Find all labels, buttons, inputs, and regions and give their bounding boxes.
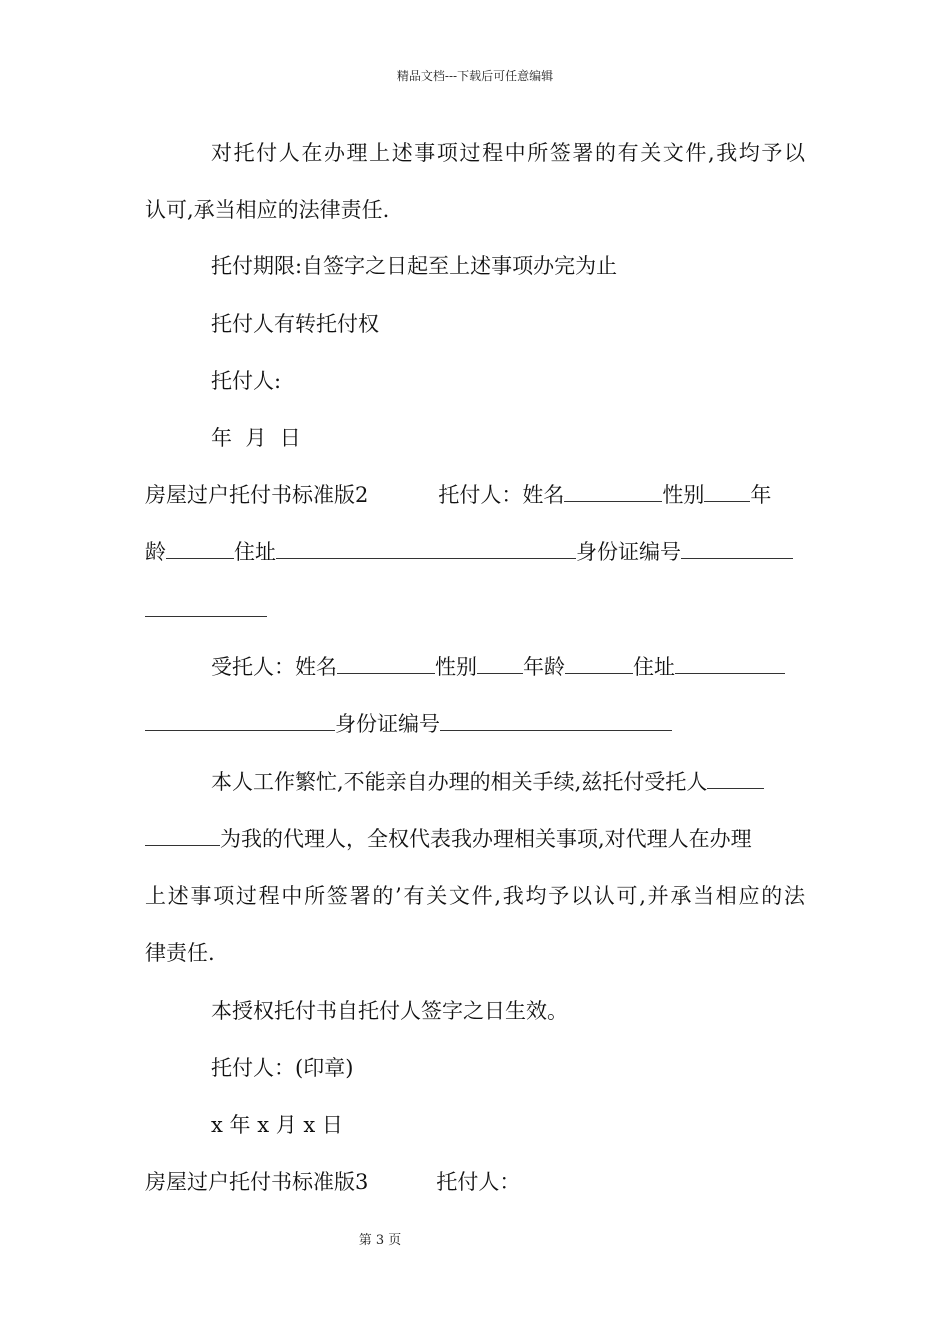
agent-address-label: 住址: [633, 655, 675, 679]
authorization-text: 本人工作繁忙,不能亲自办理的相关手续,兹托付受托人: [211, 770, 708, 794]
page-header: 精品文档---下载后可任意编辑: [396, 69, 554, 83]
address-label: 住址: [234, 540, 276, 564]
age-label-part1: 年: [750, 483, 772, 507]
agent-age-blank: [565, 653, 633, 674]
authorization-body-line: [211, 768, 764, 796]
section-title: 房屋过户托付书标准版3: [145, 1170, 369, 1194]
section-2-address-row: [145, 538, 793, 566]
agent-address-blank: [675, 653, 785, 674]
authorization-text: 为我的代理人，全权代表我办理相关事项,对代理人在办理: [220, 827, 752, 851]
authorization-body-line: [145, 825, 752, 853]
agent-id-blank: [440, 710, 672, 731]
date-line: 年 月 日: [211, 426, 301, 450]
effective-line: 本授权托付书自托付人签字之日生效。: [211, 999, 568, 1023]
agent-blank-continued: [145, 825, 220, 846]
agent-age-label: 年龄: [523, 655, 565, 679]
section-2-principal-row: [145, 481, 771, 509]
authorization-body-line: 上述事项过程中所签署的’有关文件,我均予以认可,并承当相应的法: [145, 884, 805, 908]
paragraph-line: 对托付人在办理上述事项过程中所签署的有关文件,我均予以: [211, 141, 805, 165]
term-line: 托付期限:自签字之日起至上述事项办完为止: [211, 254, 618, 278]
agent-name-blank: [337, 653, 435, 674]
age-blank: [166, 538, 234, 559]
section-3-principal-row: [145, 1168, 520, 1196]
authorization-body-line: 律责任.: [145, 941, 215, 965]
page-number: 第 3 页: [358, 1233, 402, 1248]
age-label-part2: 龄: [145, 540, 166, 564]
gender-label: 性别: [662, 483, 705, 507]
agent-blank: [707, 768, 764, 789]
paragraph-line: 认可,承当相应的法律责任.: [145, 198, 390, 222]
seal-line: 托付人：(印章): [211, 1056, 354, 1080]
agent-gender-blank: [477, 653, 523, 674]
principal-sign-line: 托付人:: [211, 369, 282, 393]
agent-id-label: 身份证编号: [335, 712, 440, 736]
date-line: x 年 x 月 x 日: [211, 1113, 343, 1137]
agent-name-label: 受托人：姓名: [211, 655, 337, 679]
section-title: 房屋过户托付书标准版2: [145, 483, 369, 507]
id-number-label: 身份证编号: [576, 540, 681, 564]
agent-gender-label: 性别: [435, 655, 477, 679]
agent-row: [211, 653, 785, 681]
address-blank: [276, 538, 576, 559]
agent-id-row: [145, 710, 672, 738]
name-blank: [564, 481, 662, 502]
id-number-blank-continued-row: [145, 596, 267, 624]
gender-blank: [704, 481, 750, 502]
transfer-right-line: 托付人有转托付权: [211, 312, 379, 336]
principal-label: 托付人：: [436, 1170, 521, 1194]
id-number-blank-continued: [145, 596, 267, 617]
agent-address-blank-continued: [145, 710, 335, 731]
id-number-blank: [681, 538, 793, 559]
principal-name-label: 托付人：姓名: [438, 483, 565, 507]
